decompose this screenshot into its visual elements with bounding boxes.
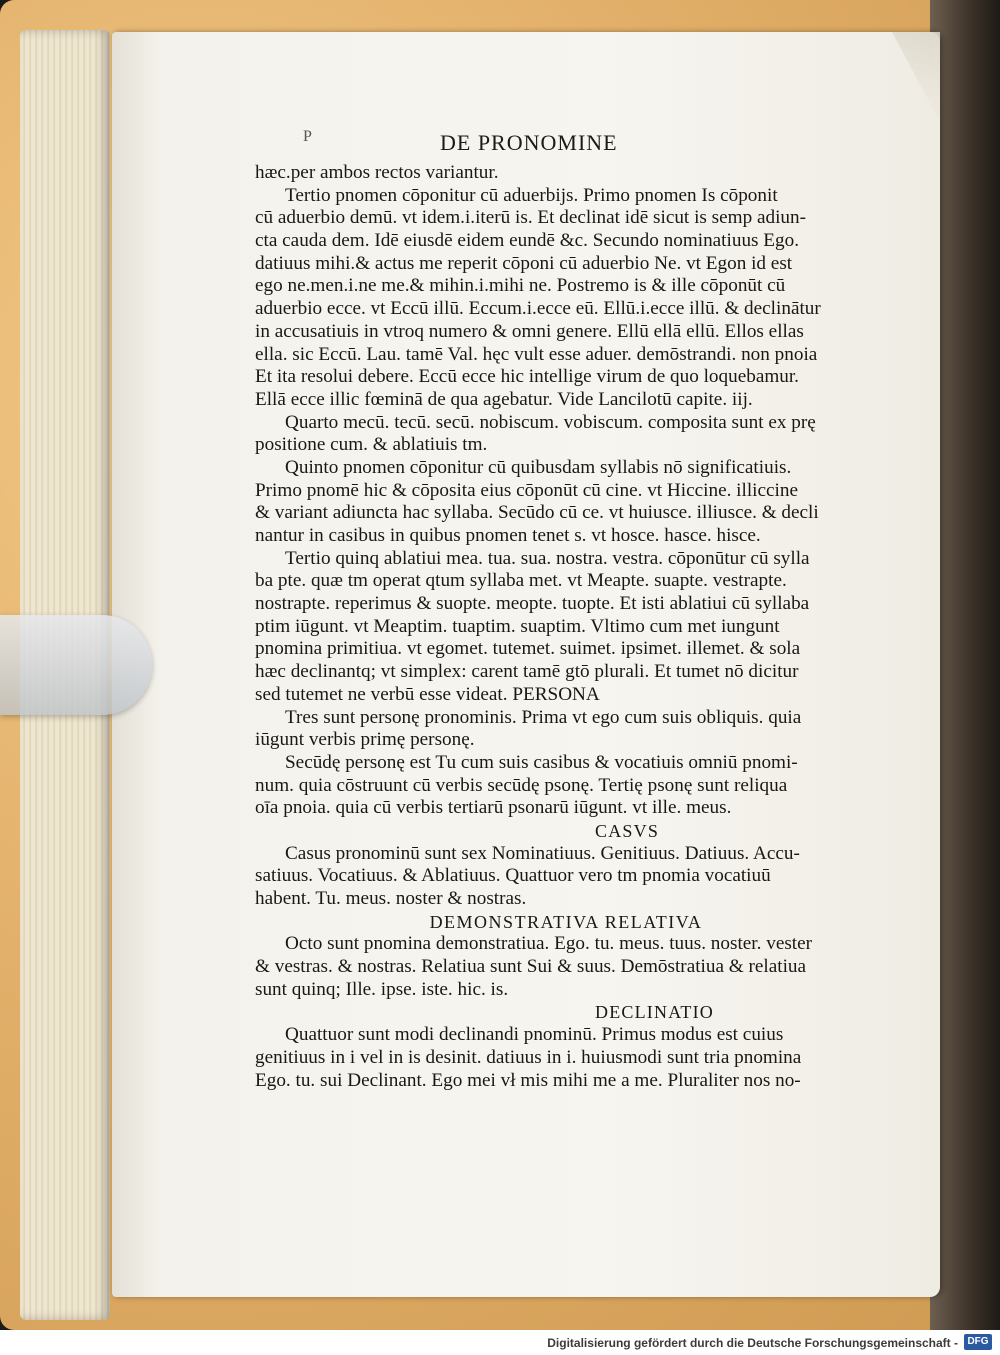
text-line: genitiuus in i vel in is desinit. datiuus in i. huiusmodi sunt tria pnomina [255,1046,802,1068]
text-line: hæc.per ambos rectos variantur. [255,162,499,183]
text-line: aduerbio ecce. vt Eccū illū. Eccum.i.ecce eū. Ellū.i.ecce illū. & declinātur [255,298,821,320]
dfg-logo-icon[interactable]: DFG [964,1334,992,1350]
page-text [255,162,877,1092]
text-line: Casus pronominū sunt sex Nominatiuus. Genitiuus. Datiuus. Accu- [285,842,800,864]
text-line: ptim iūgunt. vt Meaptim. tuaptim. suaptim. Vltimo cum met iungunt [255,615,780,637]
section-heading: CASVS [595,820,660,841]
text-line: satiuus. Vocatiuus. & Ablatiuus. Quattuor vero tm pnomia vocatiuū [255,865,771,887]
text-line: hæc declinantq; vt simplex: carent tamē gtō plurali. Et tumet nō dicitur [255,661,799,683]
text-line: Ellā ecce illic fœminā de qua agebatur. Vide Lancilotū capite. iij. [255,388,753,410]
text-line: & variant adiuncta hac syllaba. Secūdo cū ce. vt huiusce. illiusce. & decli [255,502,819,524]
text-line: sunt quinq; Ille. ipse. iste. hic. is. [255,978,509,1000]
text-line: Tertio pnomen cōponitur cū aduerbijs. Primo pnomen Is cōponit [285,184,778,206]
text-line: Quattuor sunt modi declinandi pnominū. Primus modus est cuius [285,1024,784,1046]
text-line: ego ne.men.i.ne me.& mihin.i.mihi ne. Postremo is & ille cōponūt cū [255,275,786,297]
page-mark: P [303,128,312,145]
text-line: nantur in casibus in quibus pnomen tenet s. vt hosce. hasce. hisce. [255,525,761,546]
text-line: Octo sunt pnomina demonstratiua. Ego. tu. meus. tuus. noster. vester [285,933,813,955]
text-line: sed tutemet ne verbū esse videat. PERSONA [255,683,600,705]
text-line: ba pte. quæ tm operat qtum syllaba met. vt Meapte. suapte. vestrapte. [255,570,787,592]
text-line: in accusatiuis in vtroq numero & omni genere. Ellū ellā ellū. Ellos ellas [255,320,804,342]
text-line: oīa pnoia. quia cū verbis tertiarū psonarū iūgunt. vt ille. meus. [255,797,732,819]
text-line: Tres sunt personę pronominis. Prima vt ego cum suis obliquis. quia [285,706,802,728]
text-line: Ego. tu. sui Declinant. Ego mei vł mis mihi me a me. Pluraliter nos no- [255,1069,801,1091]
text-line: & vestras. & nostras. Relatiua sunt Sui & suus. Demōstratiua & relatiua [255,956,807,978]
footer-credit: Digitalisierung gefördert durch die Deutsche Forschungsgemeinschaft - [547,1336,958,1350]
footer-bar [0,1330,1000,1355]
text-line: Quarto mecū. tecū. secū. nobiscum. vobiscum. composita sunt ex prę [285,411,816,433]
text-line: Primo pnomē hic & cōposita eius cōponūt cū cine. vt Hiccine. illiccine [255,479,798,501]
text-line: Quinto pnomen cōponitur cū quibusdam syllabis nō significatiuis. [285,456,792,478]
right-page-shadow [930,0,1000,1330]
text-line: num. quia cōstruunt cū verbis secūdę psonę. Tertię psonę sunt reliqua [255,774,788,796]
text-line: positione cum. & ablatiuis tm. [255,434,488,456]
text-line: habent. Tu. meus. noster & nostras. [255,888,527,909]
text-line: cta cauda dem. Idē eiusdē eidem eundē &c. Secundo nominatiuus Ego. [255,230,800,252]
text-line: Tertio quinq ablatiui mea. tua. sua. nostra. vestra. cōponūtur cū sylla [285,547,810,569]
text-line: Et ita resolui debere. Eccū ecce hic intellige virum de quo loquebamur. [255,366,799,388]
page-clip [0,615,152,715]
page-header: DE PRONOMINE [440,130,618,155]
text-line: cū aduerbio demū. vt idem.i.iterū is. Et declinat idē sicut is semp adiun- [255,207,806,229]
section-heading: DEMONSTRATIVA RELATIVA [429,911,703,932]
text-line: pnomina primitiua. vt egomet. tutemet. suimet. ipsimet. illemet. & sola [255,638,801,660]
text-line: iūgunt verbis primę personę. [255,729,475,751]
text-line: ella. sic Eccū. Lau. tamē Val. hęc vult esse aduer. demōstrandi. non pnoia [255,343,818,365]
section-heading: DECLINATIO [595,1002,714,1023]
text-line: Secūdę personę est Tu cum suis casibus & vocatiuis omniū pnomi- [285,751,798,773]
text-line: datiuus mihi.& actus me reperit cōponi cū aduerbio Ne. vt Egon id est [255,252,793,274]
text-line: nostrapte. reperimus & suopte. meopte. tuopte. Et isti ablatiui cū syllaba [255,593,810,615]
